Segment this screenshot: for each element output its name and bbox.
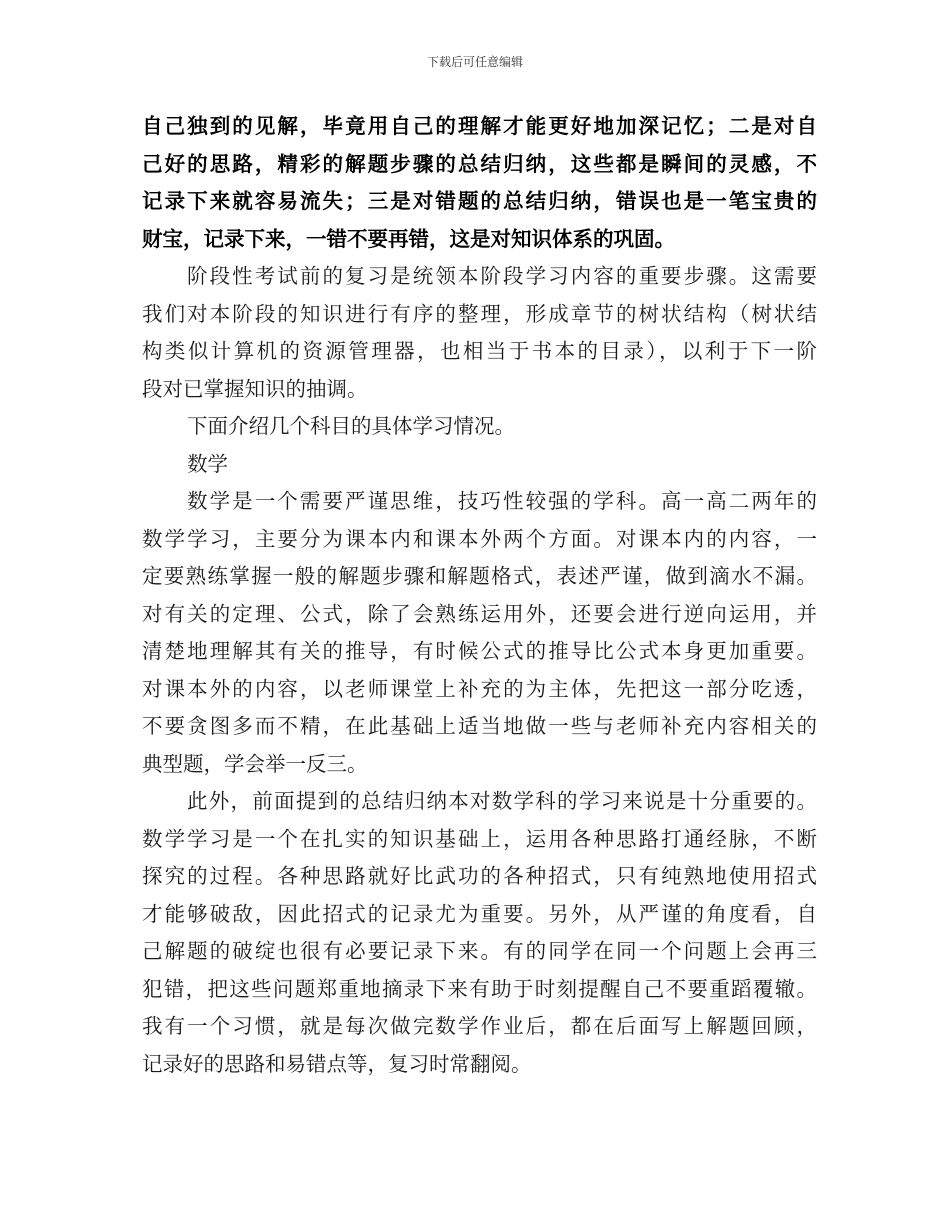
text-line: 我有一个习惯，就是每次做完数学作业后，都在后面写上解题回顾， <box>142 1014 817 1038</box>
text-line: 此外，前面提到的总结归纳本对数学科的学习来说是十分重要的。 <box>187 789 817 813</box>
text-line: 典型题，学会举一反三。 <box>142 751 368 776</box>
text-line: 不要贪图多而不精，在此基础上适当地做一些与老师补充内容相关的 <box>142 714 817 738</box>
text-line: 己好的思路，精彩的解题步骤的总结归纳，这些都是瞬间的灵感，不 <box>142 151 817 176</box>
paragraph-math-overview <box>142 483 817 783</box>
text-line: 数学学习是一个在扎实的知识基础上，运用各种思路打通经脉，不断 <box>142 826 817 851</box>
text-line: 构类似计算机的资源管理器，也相当于书本的目录），以利于下一阶 <box>142 339 817 363</box>
text-line: 数学学习，主要分为课本内和课本外两个方面。对课本内的内容，一 <box>142 526 817 551</box>
text-line: 才能够破敌，因此招式的记录尤为重要。另外，从严谨的角度看，自 <box>142 901 817 926</box>
section-heading-math <box>142 446 817 484</box>
text-line: 我们对本阶段的知识进行有序的整理，形成章节的树状结构（树状结 <box>142 301 817 326</box>
document-body <box>142 108 817 1083</box>
text-line: 段对已掌握知识的抽调。 <box>142 376 368 401</box>
text-line: 记录下来就容易流失；三是对错题的总结归纳，错误也是一笔宝贵的 <box>142 189 817 213</box>
text-line: 犯错，把这些问题郑重地摘录下来有助于时刻提醒自己不要重蹈覆辙。 <box>142 976 817 1001</box>
text-line: 财宝，记录下来，一错不要再错，这是对知识体系的巩固。 <box>142 226 675 251</box>
text-line: 对有关的定理、公式，除了会熟练运用外，还要会进行逆向运用，并 <box>142 601 817 626</box>
paragraph-summary-reasons <box>142 108 817 258</box>
text-line: 定要熟练掌握一般的解题步骤和解题格式，表述严谨，做到滴水不漏。 <box>142 564 817 588</box>
paragraph-intro-subjects <box>142 408 817 446</box>
page-header-note: 下载后可任意编辑 <box>426 55 523 69</box>
text-line: 对课本外的内容，以老师课堂上补充的为主体，先把这一部分吃透， <box>142 676 817 701</box>
section-title: 数学 <box>187 451 228 476</box>
text-line: 探究的过程。各种思路就好比武功的各种招式，只有纯熟地使用招式 <box>142 864 817 888</box>
text-line: 己解题的破绽也很有必要记录下来。有的同学在同一个问题上会再三 <box>142 939 817 963</box>
text-line: 阶段性考试前的复习是统领本阶段学习内容的重要步骤。这需要 <box>187 264 817 288</box>
text-line: 清楚地理解其有关的推导，有时候公式的推导比公式本身更加重要。 <box>142 639 817 663</box>
paragraph-exam-review <box>142 258 817 408</box>
paragraph-math-summary <box>142 783 817 1083</box>
text-line: 自己独到的见解，毕竟用自己的理解才能更好地加深记忆；二是对自 <box>142 114 817 138</box>
text-line: 数学是一个需要严谨思维，技巧性较强的学科。高一高二两年的 <box>187 489 817 513</box>
text-line: 下面介绍几个科目的具体学习情况。 <box>187 414 515 438</box>
text-line: 记录好的思路和易错点等，复习时常翻阅。 <box>142 1051 532 1076</box>
